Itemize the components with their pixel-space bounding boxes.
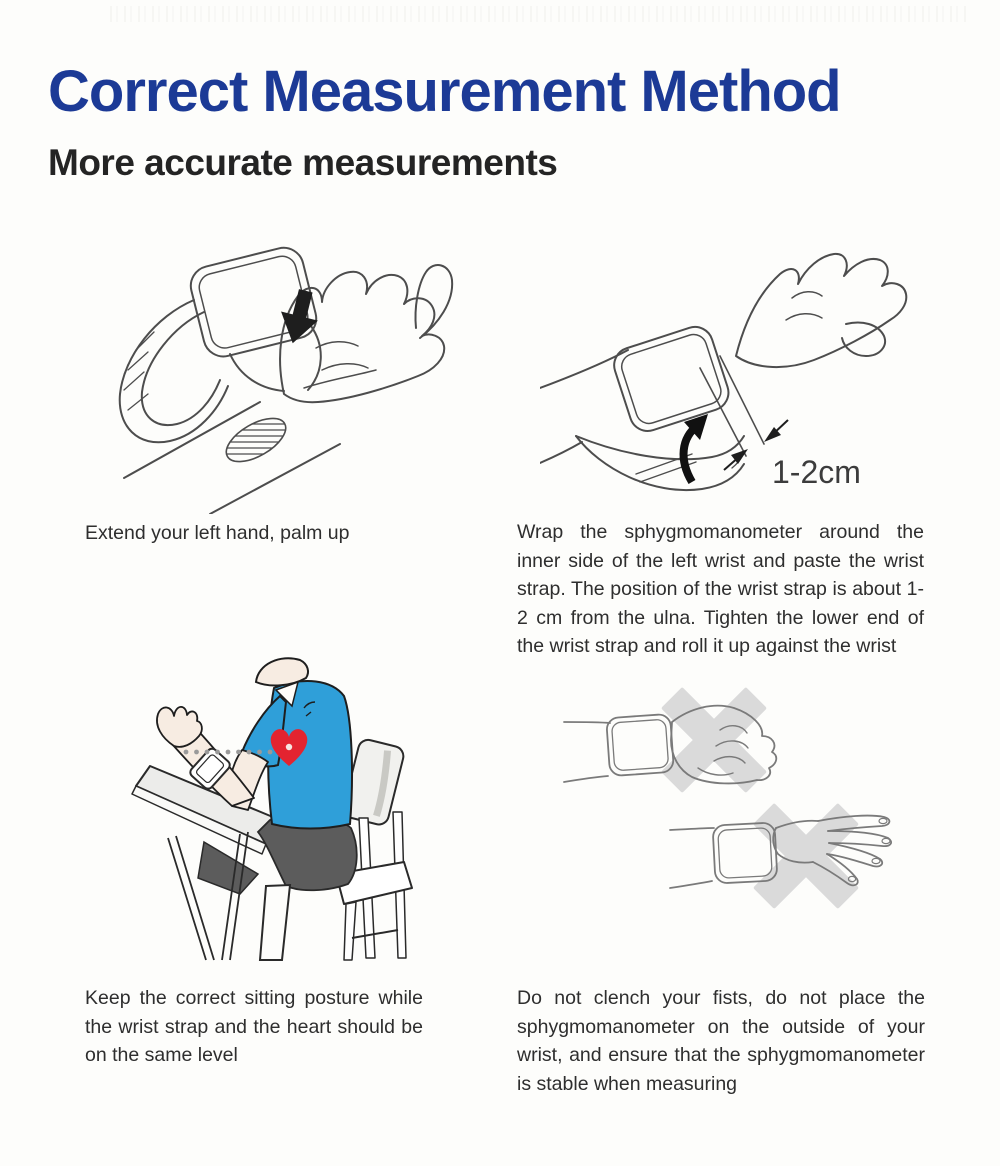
gap-lines	[700, 356, 764, 456]
watermark-artifacts	[110, 6, 970, 22]
forearm-lines	[124, 402, 340, 514]
incorrect-usage-illustration	[552, 678, 956, 936]
gap-annotation: 1-2cm	[772, 454, 861, 490]
curved-up-arrow-icon	[684, 414, 708, 482]
open-hand-outline	[280, 265, 452, 402]
head	[256, 658, 308, 685]
leg-under-table	[198, 842, 258, 894]
page-title: Correct Measurement Method	[48, 59, 841, 124]
step4-caption: Do not clench your fists, do not place the sphygmomanometer on the outside of your wrist, and ensure that the sphygmomanometer is stable when measuring	[517, 987, 925, 1095]
wrist-wrap-illustration	[540, 228, 980, 506]
raised-hand-outline	[736, 254, 906, 367]
page-subtitle: More accurate measurements	[48, 142, 558, 183]
wrist-strap-loop	[120, 300, 228, 442]
hand-palm-up-illustration	[78, 228, 502, 514]
sitting-posture-illustration	[108, 652, 444, 964]
step2-caption: Wrap the sphygmomanometer around the inner side of the left wrist and paste the wrist strap. The position of the wrist strap is about 1-2 cm from the ulna. Tighten the lower end of the wrist strap and roll it up against the wrist	[517, 521, 924, 657]
level-dotted-line	[184, 750, 273, 755]
strap-flap	[576, 436, 744, 490]
lower-leg	[260, 885, 290, 960]
x-mark	[721, 771, 891, 936]
step3-caption: Keep the correct sitting posture while the wrist strap and the heart should be on the same level	[85, 987, 423, 1066]
wrist-monitor	[610, 322, 734, 435]
step1-caption: Extend your left hand, palm up	[85, 522, 350, 544]
